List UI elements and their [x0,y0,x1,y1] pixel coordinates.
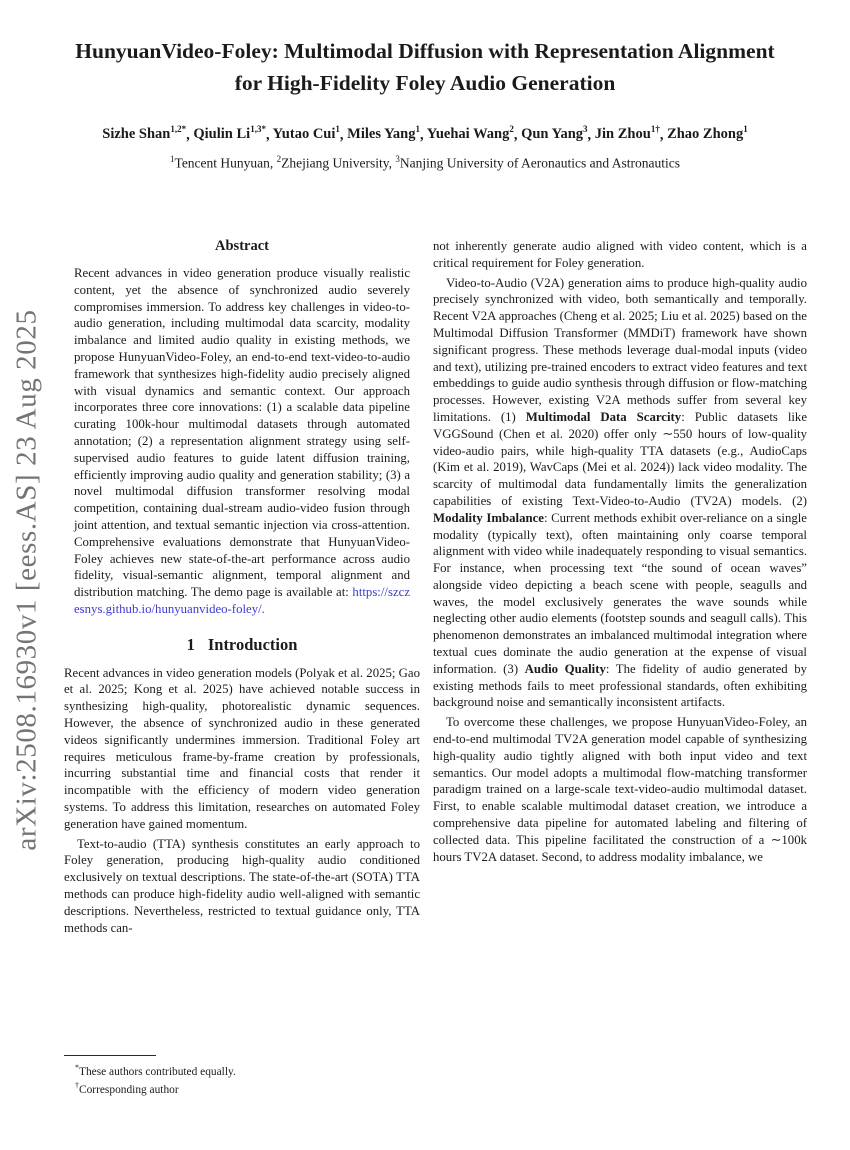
paragraph: Text-to-audio (TTA) synthesis constitutes an early approach to Foley generation, producing high-quality audio conditioned exclusively on textual descriptions. The state-of-the-art (SOTA) TTA methods can produce high-fidelity audio well-aligned with semantic descriptions. Nevertheless, restricted to textual guidance only, TTA methods can- [64,836,420,935]
bold-term: Multimodal Data Scarcity [525,409,682,424]
paragraph: Video-to-Audio (V2A) generation aims to produce high-quality audio precisely synchronized with video, both semantically and temporally. Recent V2A approaches (Cheng et al. 2025; Liu et al. 2025) based on the Multimodal Diffusion Transformer (MMDiT) framework have shown significant progress. These methods leverage dual-modal inputs (video and text), utilizing pre-trained encoders to extract video features and text embeddings to guide audio synthesis through diffusion or flow-matching processes. However, existing V2A methods suffer from several key limitations. (1) Multimodal Data Scarcity: Public datasets like VGGSound (Chen et al. 2020) offer only ∼550 hours of low-quality video-audio pairs, while high-quality TTA datasets (e.g., AudioCaps (Kim et al. 2019), WavCaps (Mei et al. 2024)) lack video modality. The scarcity of multimodal data fundamentally limits the generalization capabilities of existing Text-Video-to-Audio (TV2A) models. (2) Modality Imbalance: Current methods exhibit over-reliance on a single modality (typically text), often maintaining only coarse temporal alignment with video while inadequately responding to visual semantics. For instance, when processing text “the sound of ocean waves” alongside video depicting a beach scene with people, seagulls and waves, the model exclusively generates the wave sounds while neglecting other audio elements (footstep sounds and seagull calls). This phenomenon demonstrates an imbalanced multimodal integration where textual cues dominate the audio generation at the expense of visual information. (3) Audio Quality: The fidelity of audio generated by existing methods fails to meet professional standards, often exhibiting background noise and semantically inconsistent artifacts. [433,275,808,710]
two-column-body [64,238,807,1100]
introduction-heading [64,635,420,655]
author-name: Qun Yang$^3$ [521,124,588,143]
introduction-text [64,665,420,937]
abstract-body [64,265,420,618]
affiliation-list: $^1$Tencent Hunyuan, $^2$Zhejiang University, $^3$Nanjing University of Aeronautics and Astronautics [170,154,680,171]
footnote: *These authors contributed equally. [75,1062,236,1078]
paragraph: not inherently generate audio aligned with video content, which is a critical requirement for Foley generation. [433,238,807,270]
author-name: Qiulin $Li^{1,3*}$ [193,124,266,143]
section-number: 1 [186,634,195,654]
paragraph: Recent advances in video generation models (Polyak et al. 2025; Gao et al. 2025; Kong et al. 2025) have achieved notable success in synthesizing high-quality, photorealistic dynamic sequences. However, the absence of synchronized audio in these generated videos significantly undermines immersion. Traditional Foley art requires meticulous frame-by-frame creation by professionals, incurring substantial time and financial costs that render it incompatible with the efficiency of modern video generation systems. To address this limitation, researches on automated Foley generation have gained momentum. [64,665,420,831]
demo-page-link[interactable]: https://szczesnys.github.io/hunyuanvideo-foley/. [74,585,410,616]
bold-term: Modality Imbalance [433,510,544,525]
paragraph: Recent advances in video generation produce visually realistic content, yet the absence of synchronized audio severely compromises immersion. To address key challenges in video-to-audio generation, including multimodal data scarcity, modality imbalance and limited audio quality in existing methods, we propose HunyuanVideo-Foley, an end-to-end text-video-to-audio framework that synthesizes high-fidelity audio precisely aligned with visual dynamics and semantic context. Our approach incorporates three core innovations: (1) a scalable data pipeline curating 100k-hour multimodal datasets through automated annotation; (2) a representation alignment strategy using self-supervised audio features to guide latent diffusion training, efficiently improving audio quality and generation stability; (3) a novel multimodal diffusion transformer resolving modal competition, containing dual-stream audio-video fusion through joint attention, and textual semantic injection via cross-attention. Comprehensive evaluations demonstrate that HunyuanVideo-Foley achieves new state-of-the-art performance across audio fidelity, visual-semantic alignment, temporal alignment and distribution matching. The demo page is available at: https://szczesnys.github.io/hunyuanvideo-foley/. [74,265,410,616]
footnote: †Corresponding author [75,1081,179,1097]
footnote-block [64,1055,420,1100]
author-name: Jin Zhou$^{1\dagger}$ [594,124,660,143]
bold-term: Audio Quality [524,661,606,676]
author-list: Sizhe Shan$^{1,2*}$, Qiulin $Li^{1,3*}$, Yutao Cui$^1$, Miles Yang$^1$, Yuehai Wang$^2$, Qun Yang$^3$, Jin Zhou$^{1\dagger}$, Zhao Zhong$^1$ [102,124,748,143]
abstract-heading: Abstract [215,237,269,254]
left-column [64,238,420,1100]
paper-title: HunyuanVideo-Foley: Multimodal Diffusion with Representation Alignment for High-Fidelity Foley Audio Generation [75,39,775,95]
author-name: Sizhe Shan$^{1,2*}$ [102,124,187,143]
paragraph: To overcome these challenges, we propose HunyuanVideo-Foley, an end-to-end multimodal TV2A generation model capable of synthesizing high-quality audio tightly aligned with both input video and text semantics. Our model adopts a multimodal flow-matching transformer paradigm trained on a large-scale text-video-audio multimodal dataset. First, to enable scalable multimodal dataset creation, we introduce a comprehensive data pipeline for automated labeling and filtering of collected data. This pipeline facilitated the construction of a ∼100k hours TV2A dataset. Second, to address modality imbalance, we [433,715,807,864]
author-name: Yuehai Wang$^2$ [426,124,514,143]
footnote-list [64,1061,420,1098]
right-column-text [433,238,807,1100]
paper-header [0,0,850,172]
footnote-divider [64,1055,156,1056]
arxiv-watermark: arXiv:2508.16930v1 [eess.AS] 23 Aug 2025 [10,309,43,851]
author-name: Zhao Zhong$^1$ [667,124,748,143]
author-name: Yutao Cui$^1$ [272,124,340,143]
section-title: Introduction [207,634,298,654]
author-name: Miles Yang$^1$ [347,124,420,143]
